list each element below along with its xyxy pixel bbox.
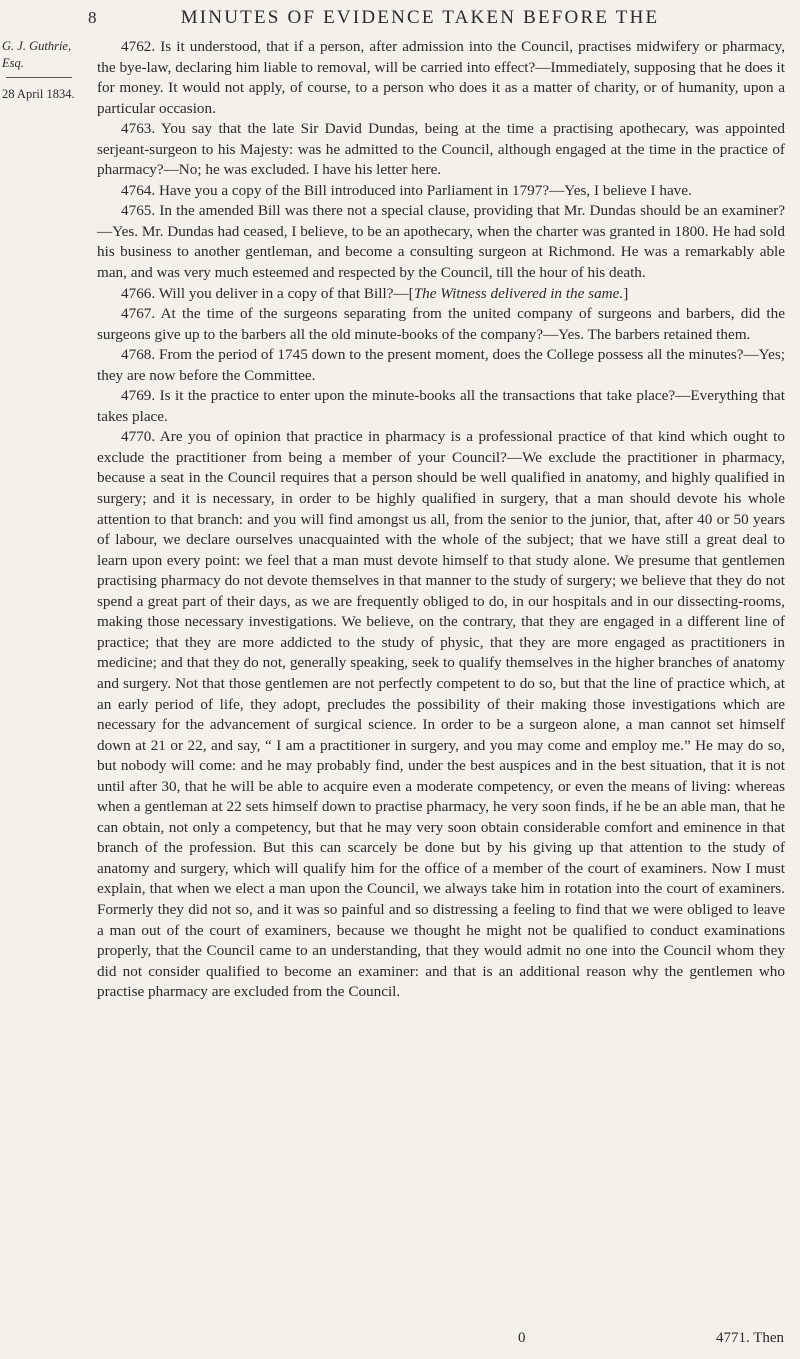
question-4763: 4763. You say that the late Sir David Dundas, being at the time a practising apothecary, was appointed serjeant-surgeon to his Majesty: was he admitted to the Council, although engaged at the time in the practice of pharmacy?—No; he was excluded. I have his letter here. <box>97 120 785 179</box>
evidence-body <box>97 37 785 1003</box>
margin-note <box>2 38 92 103</box>
question-4766-text: 4766. Will you deliver in a copy of that Bill?— <box>121 284 409 302</box>
evidence-date: 28 April 1834. <box>2 87 75 101</box>
signature-mark: 0 <box>518 1330 526 1346</box>
question-4765: 4765. In the amended Bill was there not a special clause, providing that Mr. Dundas should be an examiner?—Yes. Mr. Dundas had ceased, I believe, to be an apothecary, when the charter was granted in 1800. He had sold his business to another gentleman, and become a consulting surgeon at Richmond. He was a remarkably able man, and was very much esteemed and respected by the Council, till the hour of his death. <box>97 202 785 282</box>
delivered-note: The Witness delivered in the same. <box>413 284 624 302</box>
question-4769: 4769. Is it the practice to enter upon the minute-books all the transactions that take place?—Everything that takes place. <box>97 387 785 425</box>
running-title: MINUTES OF EVIDENCE TAKEN BEFORE THE <box>180 7 660 28</box>
question-4767: 4767. At the time of the surgeons separating from the united company of surgeons and barbers, did the surgeons give up to the barbers all the old minute-books of the company?—Yes. The barbers retained them. <box>97 305 785 343</box>
question-4762: 4762. Is it understood, that if a person, after admission into the Council, practises midwifery or pharmacy, the bye-law, declaring him liable to removal, will be carried into effect?—Immediately, supposing that he does it for money. It would not apply, of course, to a person who does it as a matter of charity, or of humanity, upon a particular occasion. <box>97 38 785 117</box>
catchword: 4771. Then <box>716 1330 785 1346</box>
witness-name <box>2 38 92 72</box>
question-4768: 4768. From the period of 1745 down to the present moment, does the College possess all the minutes?—Yes; they are now before the Committee. <box>97 346 785 384</box>
page-footer <box>0 1330 800 1352</box>
witness-name-text: G. J. Guthrie, Esq. <box>2 39 72 70</box>
margin-rule <box>6 77 72 78</box>
question-4770: 4770. Are you of opinion that practice in pharmacy is a professional practice of that kind which ought to exclude the practitioner from being a member of your Council?—We exclude the practitioner in pharmacy, because a seat in the Council requires that a person should be well qualified in anatomy, and highly qualified in surgery; and it is necessary, in order to be highly qualified in surgery, that a man should devote his whole attention to that branch: and you will find amongst us all, from the senior to the junior, that, after 40 or 50 years of labour, we declare ourselves unacquainted with the whole of the subject; that we have still a great deal to learn upon every point: we feel that a man must devote himself to that study alone. We presume that gentlemen practising pharmacy do not devote themselves in that manner to the study of surgery; we believe that they do not spend a great part of their days, as we are frequently obliged to do, in our hospitals and in our dissecting-rooms, making those necessary investigations. We believe, on the contrary, that they are engaged in a different line of practice; that they are more addicted to the study of physic, that they are more engaged as practitioners in medicine; and that they do not, generally speaking, seek to qualify themselves in the higher branches of anatomy and surgery. Not that those gentlemen are not perfectly competent to do so, but that the line of practice which, at an early period of life, they adopt, precludes the possibility of their making those investigations which are necessary for the advancement of surgical science. In order to be a surgeon alone, a man cannot set himself down at 21 or 22, and say, “ I am a practitioner in surgery, and you may come and employ me.” He may do so, but nobody will come: and he may probably find, under the best auspices and in the best situation, that it is not until after 30, that he will be able to acquire even a moderate competency, or even the means of living: whereas when a gentleman at 22 sets himself down to practise pharmacy, he very soon finds, if he be an able man, that he can obtain, not only a competency, but that he may very soon obtain considerable comfort and eminence in that branch of the profession. But this can scarcely be done but by his giving up that attention to the study of anatomy and surgery, which will qualify him for the office of a member of the court of examiners. Now I must explain, that when we elect a man upon the Council, we always take him in rotation into the court of examiners. Formerly they did not so, and it was so painful and so distressing a feeling to find that we were obliged to leave a man out of the court of examiners, because we thought he might not be qualified to conduct examinations properly, that the Council came to an understanding, that they would admit no one into the Council whom they did not consider qualified to become an examiner: and that is an additional reason why the gentlemen who practise pharmacy are excluded from the Council. <box>97 428 785 1001</box>
question-4766: 4766. Will you deliver in a copy of that Bill?—[The Witness delivered in the same.] <box>121 284 629 302</box>
page-header <box>0 6 800 32</box>
page-number: 8 <box>88 8 97 27</box>
question-4764: 4764. Have you a copy of the Bill introduced into Parliament in 1797?—Yes, I believe I have. <box>121 181 692 199</box>
